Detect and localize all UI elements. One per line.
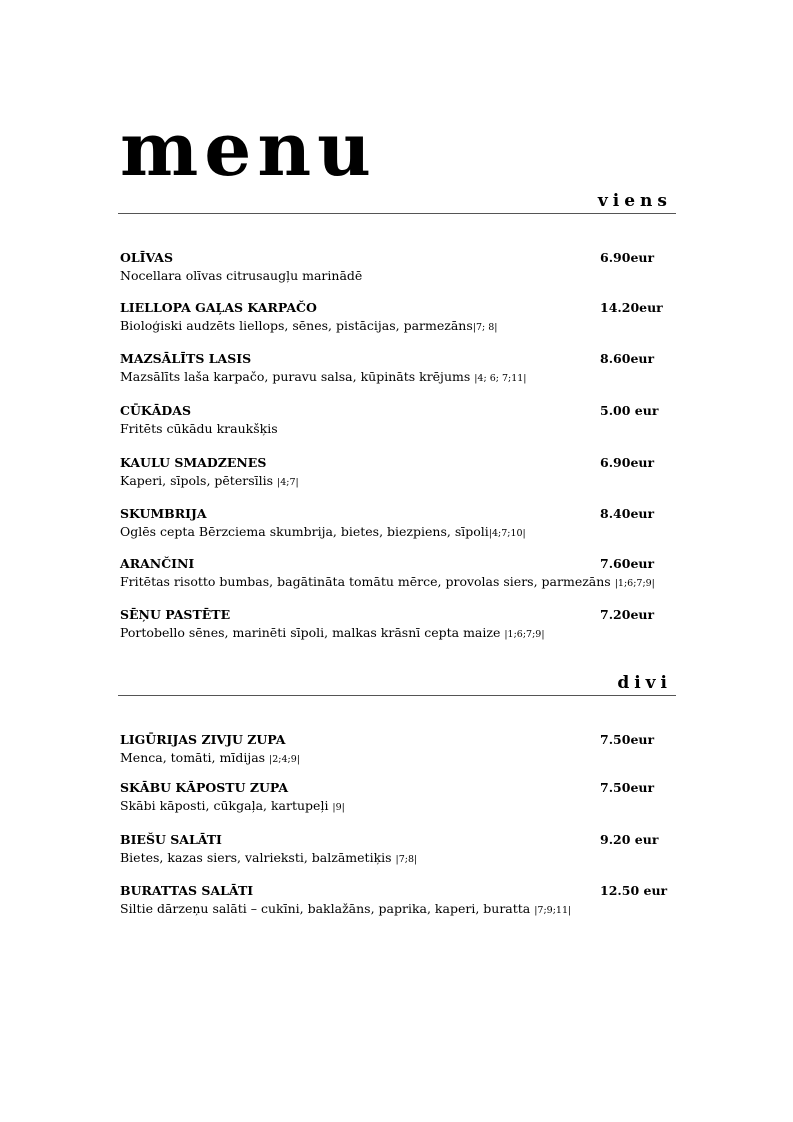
item-description — [120, 624, 545, 644]
item-desc-text: Fritētas risotto bumbas, bagātināta tomātu mērce, provolas siers, parmezāns — [120, 574, 615, 589]
menu-item — [120, 779, 680, 819]
item-price: 7.60eur — [600, 556, 655, 571]
item-price: 14.20eur — [600, 300, 663, 315]
item-desc-text: Fritēts cūkādu kraukšķis — [120, 421, 278, 436]
menu-item — [120, 505, 680, 545]
item-desc-text: Menca, tomāti, mīdijas — [120, 750, 270, 765]
item-price: 5.00 eur — [600, 403, 659, 418]
item-name: LIELLOPA GAĻAS KARPAČO — [120, 300, 317, 315]
page-title: menu — [120, 107, 377, 193]
item-description — [120, 849, 417, 869]
item-allergens: |1;6;7;9| — [614, 578, 655, 589]
menu-item — [120, 731, 680, 771]
item-allergens: |1;6;7;9| — [504, 629, 545, 640]
item-description — [120, 420, 278, 440]
item-allergens: |4; 6; 7;11| — [474, 373, 527, 384]
item-name: ARANČINI — [120, 556, 195, 571]
menu-item — [120, 831, 680, 871]
item-allergens: |4;7;10| — [488, 528, 526, 539]
menu-item — [120, 299, 680, 339]
item-price: 7.50eur — [600, 732, 655, 747]
item-price: 8.60eur — [600, 351, 655, 366]
item-description — [120, 797, 345, 817]
item-description — [120, 900, 571, 920]
item-desc-text: Oglēs cepta Bērzciema skumbrija, bietes, biezpiens, sīpoli — [120, 524, 489, 539]
item-desc-text: Bioloģiski audzēts liellops, sēnes, pistācijas, parmezāns — [120, 318, 473, 333]
section-header-divi — [118, 675, 676, 696]
item-price: 7.50eur — [600, 780, 655, 795]
item-desc-text: Portobello sēnes, marinēti sīpoli, malkas krāsnī cepta maize — [120, 625, 505, 640]
item-name: KAULU SMADZENES — [120, 455, 267, 470]
item-name: BURATTAS SALĀTI — [120, 883, 254, 898]
item-desc-text: Bietes, kazas siers, valrieksti, balzāmetiķis — [120, 850, 396, 865]
item-allergens: |2;4;9| — [269, 754, 300, 765]
item-allergens: |7;8| — [395, 854, 418, 865]
item-price: 6.90eur — [600, 250, 655, 265]
item-desc-text: Skābi kāposti, cūkgaļa, kartupeļi — [120, 798, 333, 813]
section-header-viens — [118, 193, 676, 214]
menu-item — [120, 555, 680, 595]
item-price: 9.20 eur — [600, 832, 659, 847]
item-allergens: |9| — [332, 802, 345, 813]
item-price: 6.90eur — [600, 455, 655, 470]
section-label: divi — [617, 673, 672, 693]
item-name: OLĪVAS — [120, 250, 173, 265]
menu-item — [120, 402, 680, 442]
item-description — [120, 749, 300, 769]
item-name: MAZSĀLĪTS LASIS — [120, 351, 252, 366]
item-description — [120, 267, 362, 287]
item-name: LIGŪRIJAS ZIVJU ZUPA — [120, 732, 286, 747]
item-description — [120, 368, 527, 388]
item-allergens: |7;9;11| — [534, 905, 572, 916]
item-name: CŪKĀDAS — [120, 403, 191, 418]
menu-item — [120, 350, 680, 390]
item-description — [120, 472, 299, 492]
item-name: SKĀBU KĀPOSTU ZUPA — [120, 780, 289, 795]
item-description — [120, 523, 526, 543]
menu-item — [120, 882, 680, 922]
item-desc-text: Nocellara olīvas citrusaugļu marinādē — [120, 268, 363, 283]
menu-item — [120, 454, 680, 494]
menu-item — [120, 249, 680, 289]
item-allergens: |4;7| — [277, 477, 299, 488]
item-desc-text: Mazsālīts laša karpačo, puravu salsa, kūpināts krējums — [120, 369, 475, 384]
section-label: viens — [597, 191, 672, 211]
item-price: 8.40eur — [600, 506, 655, 521]
item-description — [120, 573, 655, 593]
item-name: BIEŠU SALĀTI — [120, 832, 222, 847]
item-name: SĒŅU PASTĒTE — [120, 607, 231, 622]
item-name: SKUMBRIJA — [120, 506, 207, 521]
menu-item — [120, 606, 680, 646]
item-desc-text: Kaperi, sīpols, pētersīlis — [120, 473, 278, 488]
item-allergens: |7; 8| — [472, 322, 498, 333]
item-price: 7.20eur — [600, 607, 655, 622]
item-description — [120, 317, 497, 337]
item-desc-text: Siltie dārzeņu salāti – cukīni, baklažāns, paprika, kaperi, buratta — [120, 901, 535, 916]
item-price: 12.50 eur — [600, 883, 668, 898]
